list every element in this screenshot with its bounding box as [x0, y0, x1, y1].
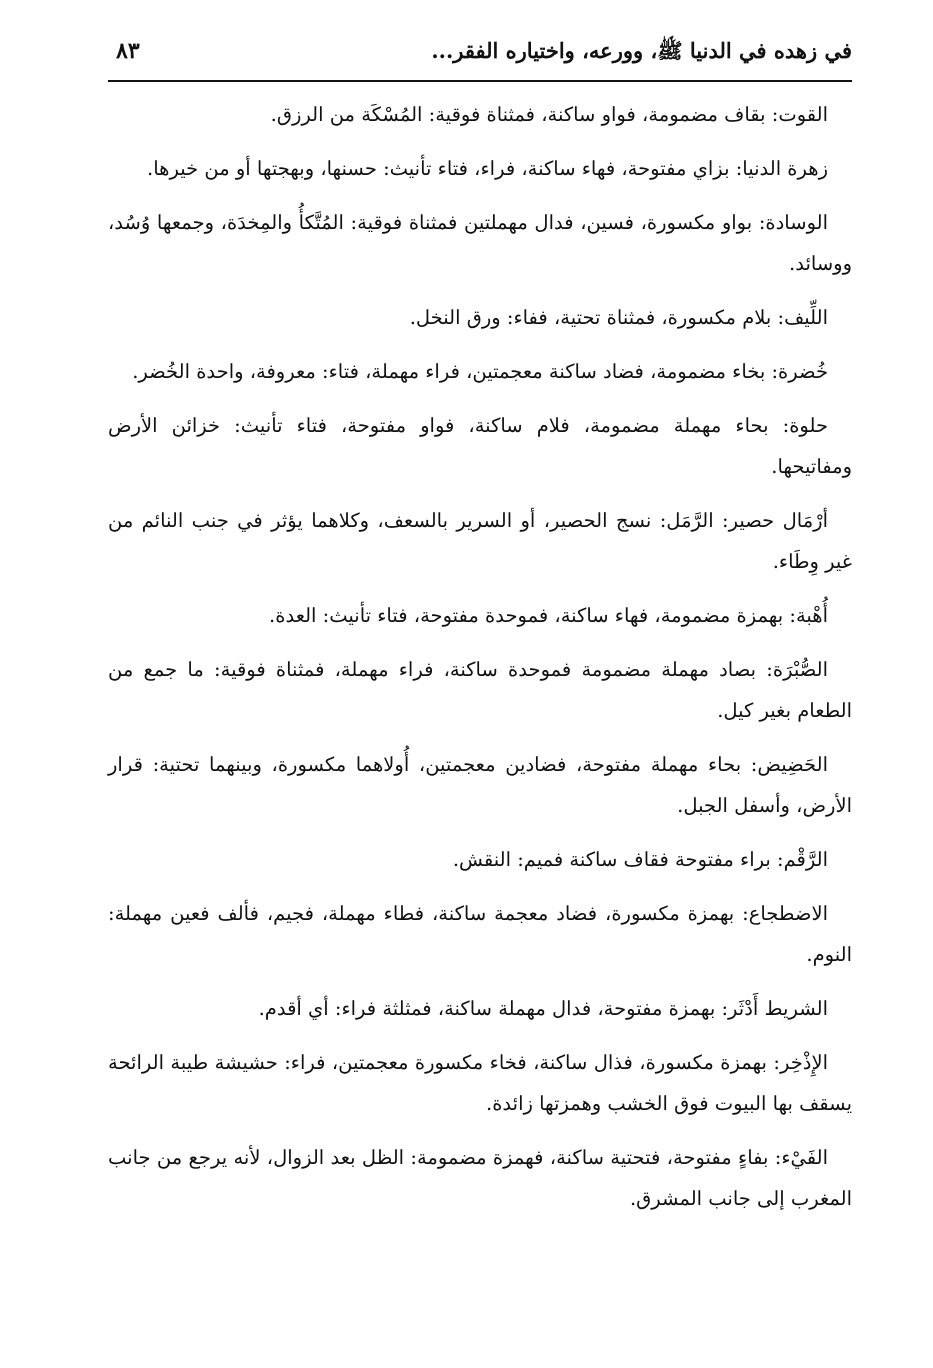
glossary-entry-idtija: الاضطجاع: بهمزة مكسورة، فضاد معجمة ساكنة، فطاء مهملة، فجيم، فألف فعين مهملة: النوم. — [108, 902, 852, 966]
glossary-entry-hilwa: حلوة: بحاء مهملة مضمومة، فلام ساكنة، فواو مفتوحة، فتاء تأنيث: خزائن الأرض ومفاتيحها. — [108, 414, 852, 478]
glossary-entry-subra: الصُّبْرَة: بصاد مهملة مضمومة فموحدة ساكنة، فراء مهملة، فمثناة فوقية: ما جمع من الطعام بغير كيل. — [108, 658, 852, 722]
glossary-entry-khudra: خُضرة: بخاء مضمومة، فضاد ساكنة معجمتين، فراء مهملة، فتاء: معروفة، واحدة الخُضر. — [132, 360, 828, 383]
glossary-entry-idhkhir: الإِذْخِر: بهمزة مكسورة، فذال ساكنة، فخاء مكسورة معجمتين، فراء: حشيشة طيبة الرائحة يسقف بها البيوت فوق الخشب وهمزتها زائدة. — [108, 1051, 852, 1115]
glossary-entry-uhba: أُهْبة: بهمزة مضمومة، فهاء ساكنة، فموحدة مفتوحة، فتاء تأنيث: العدة. — [269, 604, 828, 627]
glossary-entry-hadid: الحَضِيض: بحاء مهملة مفتوحة، فضادين معجمتين، أُولاهما مكسورة، وبينهما تحتية: قرار الأرض، وأسفل الجبل. — [108, 753, 852, 817]
glossary-entry-lif: اللِّيف: بلام مكسورة، فمثناة تحتية، ففاء: ورق النخل. — [409, 306, 828, 329]
glossary-entry-qut: القوت: بقاف مضمومة، فواو ساكنة، فمثناة فوقية: المُسْكَة من الرزق. — [270, 103, 828, 126]
glossary-entry-raqm: الرَّقْم: براء مفتوحة فقاف ساكنة فميم: النقش. — [452, 848, 828, 871]
glossary-body — [108, 94, 852, 1232]
glossary-entry-fay: الفَيْء: بفاءٍ مفتوحة، فتحتية ساكنة، فهمزة مضمومة: الظل بعد الزوال، لأنه يرجع من جانب المغرب إلى جانب المشرق. — [108, 1146, 852, 1210]
glossary-entry-wisada: الوسادة: بواو مكسورة، فسين، فدال مهملتين فمثناة فوقية: المُتَّكأُ والمِخدَة، وجمعها وُسُد، ووسائد. — [108, 211, 852, 275]
glossary-entry-armal-hasir: أرْمَال حصير: الرَّمَل: نسج الحصير، أو السرير بالسعف، وكلاهما يؤثر في جنب النائم من غير وِطَاء. — [108, 509, 852, 573]
page-number: ٨٣ — [116, 38, 140, 64]
glossary-entry-adthar: الشريط أَدْثَر: بهمزة مفتوحة، فدال مهملة ساكنة، فمثلثة فراء: أي أقدم. — [258, 997, 828, 1020]
glossary-entry-zahrat-al-dunya: زهرة الدنيا: بزاي مفتوحة، فهاء ساكنة، فراء، فتاء تأنيث: حسنها، وبهجتها أو من خيرها. — [147, 157, 828, 180]
header-title: في زهده في الدنيا ﷺ، وورعه، واختياره الفقر... — [431, 38, 852, 63]
running-header — [108, 36, 852, 82]
